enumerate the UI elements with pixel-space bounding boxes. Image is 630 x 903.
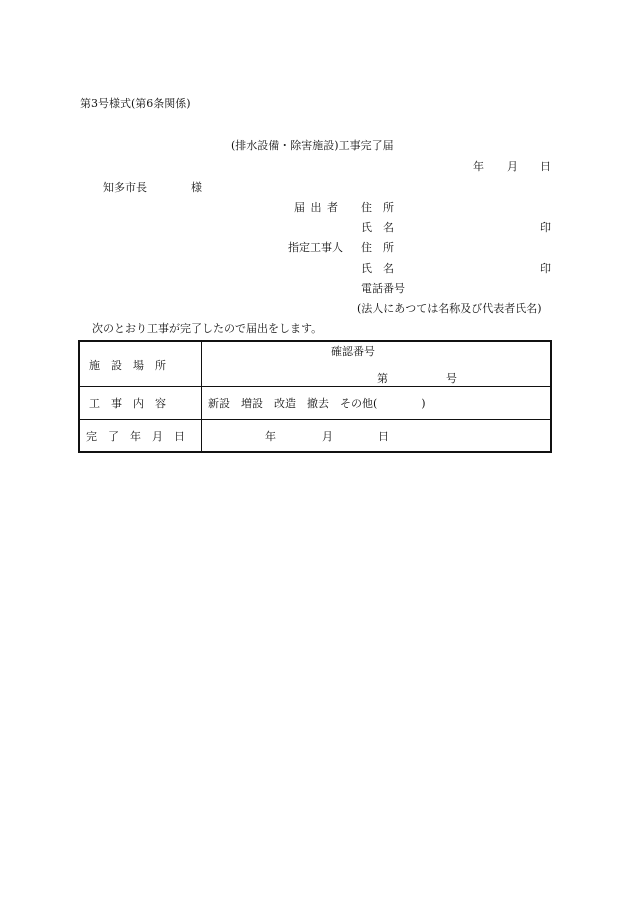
addressee-suffix: 様 [191,181,202,194]
row-divider-2 [80,419,550,420]
notifier-address-label: 住 所 [361,201,394,214]
form-number: 第3号様式(第6条関係) [80,97,191,110]
contractor-seal: 印 [540,262,551,275]
date-month: 月 [507,160,518,173]
confirmation-dai: 第 [377,372,388,385]
notifier-label: 届 出 者 [294,201,339,214]
date-day: 日 [540,160,551,173]
work-type-options: 新設 増設 改造 撤去 その他( ) [208,397,426,410]
work-content-label: 工 事 内 容 [89,397,166,410]
completion-year: 年 [265,430,276,443]
facility-location-label: 施 設 場 所 [89,359,166,372]
row-divider-1 [80,386,550,387]
completion-form-table [78,340,552,453]
column-divider [201,342,202,451]
contractor-name-label: 氏 名 [361,262,394,275]
intro-text: 次のとおり工事が完了したので届出をします。 [92,322,323,335]
notifier-seal: 印 [540,221,551,234]
document-title: (排水設備・除害施設)工事完了届 [231,139,394,152]
addressee-name: 知多市長 [103,181,147,194]
completion-month: 月 [322,430,333,443]
contractor-address-label: 住 所 [361,241,394,254]
confirmation-number-label: 確認番号 [331,345,375,358]
confirmation-go: 号 [446,372,457,385]
contractor-phone-label: 電話番号 [361,282,405,295]
notifier-name-label: 氏 名 [361,221,394,234]
completion-date-label: 完 了 年 月 日 [86,430,185,443]
contractor-label: 指定工事人 [288,241,343,254]
corporate-note: (法人にあつては名称及び代表者氏名) [357,302,542,315]
date-year: 年 [473,160,484,173]
completion-day: 日 [378,430,389,443]
